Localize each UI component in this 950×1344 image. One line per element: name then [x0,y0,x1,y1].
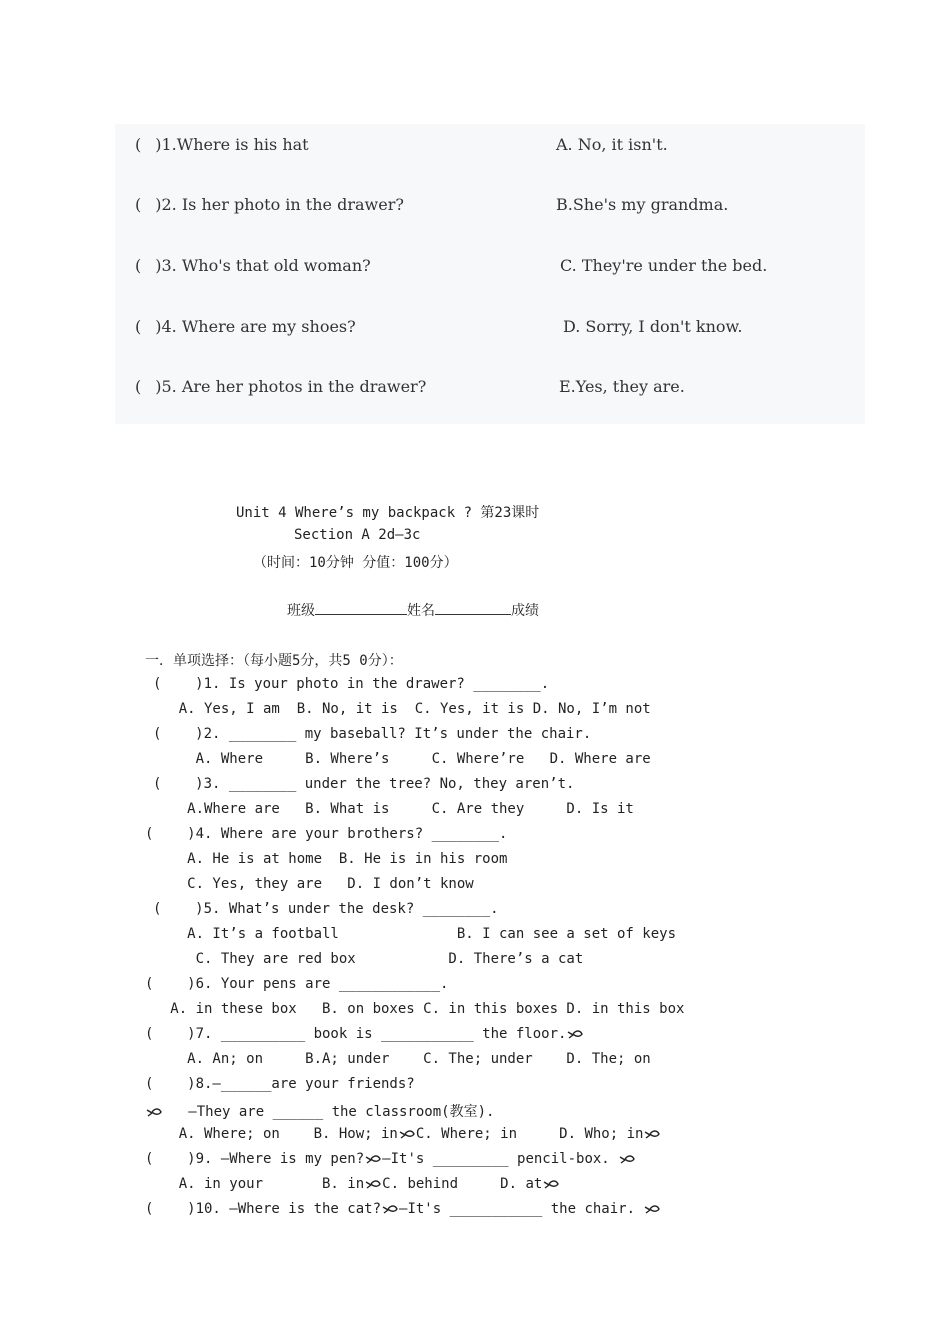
bullet-mark-icon [382,1204,398,1214]
question-7: ( )7. __________ book is ___________ the floor. [145,1026,584,1042]
question-8: ( )8.—______are your friends? [145,1076,415,1092]
question-9: ( )9. —Where is my pen? —It's _________ pencil-box. [145,1151,636,1167]
worksheet-title: Unit 4 Where’s my backpack ? 第23课时 [236,505,540,521]
question-2: ( )2. ________ my baseball? It’s under the chair. [153,726,592,742]
options-2: A. Where B. Where’s C. Where’re D. Where are [145,751,651,767]
options-8: A. Where; on B. How; in C. Where; in D. Who; in [145,1126,661,1142]
question-1: ( )1. Is your photo in the drawer? ________. [153,676,550,692]
question-10: ( )10. —Where is the cat? —It's ___________ the chair. [145,1201,661,1217]
bullet-mark-icon [644,1129,660,1139]
matching-question: ( )2. Is her photo in the drawer? [135,195,404,214]
matching-answer: C. They're under the bed. [560,256,768,275]
options-6: A. in these box B. on boxes C. in this boxes D. in this box [145,1001,685,1017]
bullet-mark-icon [146,1107,162,1117]
matching-answer: B.She's my grandma. [556,195,729,214]
class-label: 班级 [287,603,315,619]
part1-heading: 一．单项选择：（每小题5分，共5 0分）： [145,653,403,669]
bullet-mark-icon [399,1129,415,1139]
question-4: ( )4. Where are your brothers? ________. [145,826,508,842]
matching-question: ( )4. Where are my shoes? [135,317,356,336]
bullet-mark-icon [644,1204,660,1214]
options-9: A. in your B. in C. behind D. at [145,1176,560,1192]
time-score-info: （时间：10分钟 分值：100分） [253,555,458,571]
bullet-mark-icon [365,1179,381,1189]
options-3: A.Where are B. What is C. Are they D. Is it [145,801,634,817]
options-4b: C. Yes, they are D. I don’t know [145,876,474,892]
options-5b: C. They are red box D. There’s a cat [145,951,584,967]
matching-question: ( )3. Who's that old woman? [135,256,371,275]
question-8-reply: —They are ______ the classroom(教室). [145,1101,494,1121]
score-label: 成绩 [511,603,539,619]
bullet-mark-icon [567,1029,583,1039]
matching-question: ( )5. Are her photos in the drawer? [135,377,427,396]
question-6: ( )6. Your pens are ____________. [145,976,449,992]
options-1: A. Yes, I am B. No, it is C. Yes, it is D. No, I’m not [145,701,651,717]
question-5: ( )5. What’s under the desk? ________. [153,901,499,917]
name-label: 姓名 [407,603,435,619]
matching-question: ( )1.Where is his hat [135,135,309,154]
matching-answer: E.Yes, they are. [559,377,685,396]
options-4a: A. He is at home B. He is in his room [145,851,508,867]
section-label: Section A 2d—3c [294,527,421,543]
question-3: ( )3. ________ under the tree? No, they aren’t. [153,776,575,792]
bullet-mark-icon [543,1179,559,1189]
options-5a: A. It’s a football B. I can see a set of keys [145,926,677,942]
bullet-mark-icon [365,1154,381,1164]
matching-answer: A. No, it isn't. [556,135,668,154]
matching-answer: D. Sorry, I don't know. [563,317,743,336]
bullet-mark-icon [619,1154,635,1164]
options-7: A. An; on B.A; under C. The; under D. The; on [145,1051,651,1067]
